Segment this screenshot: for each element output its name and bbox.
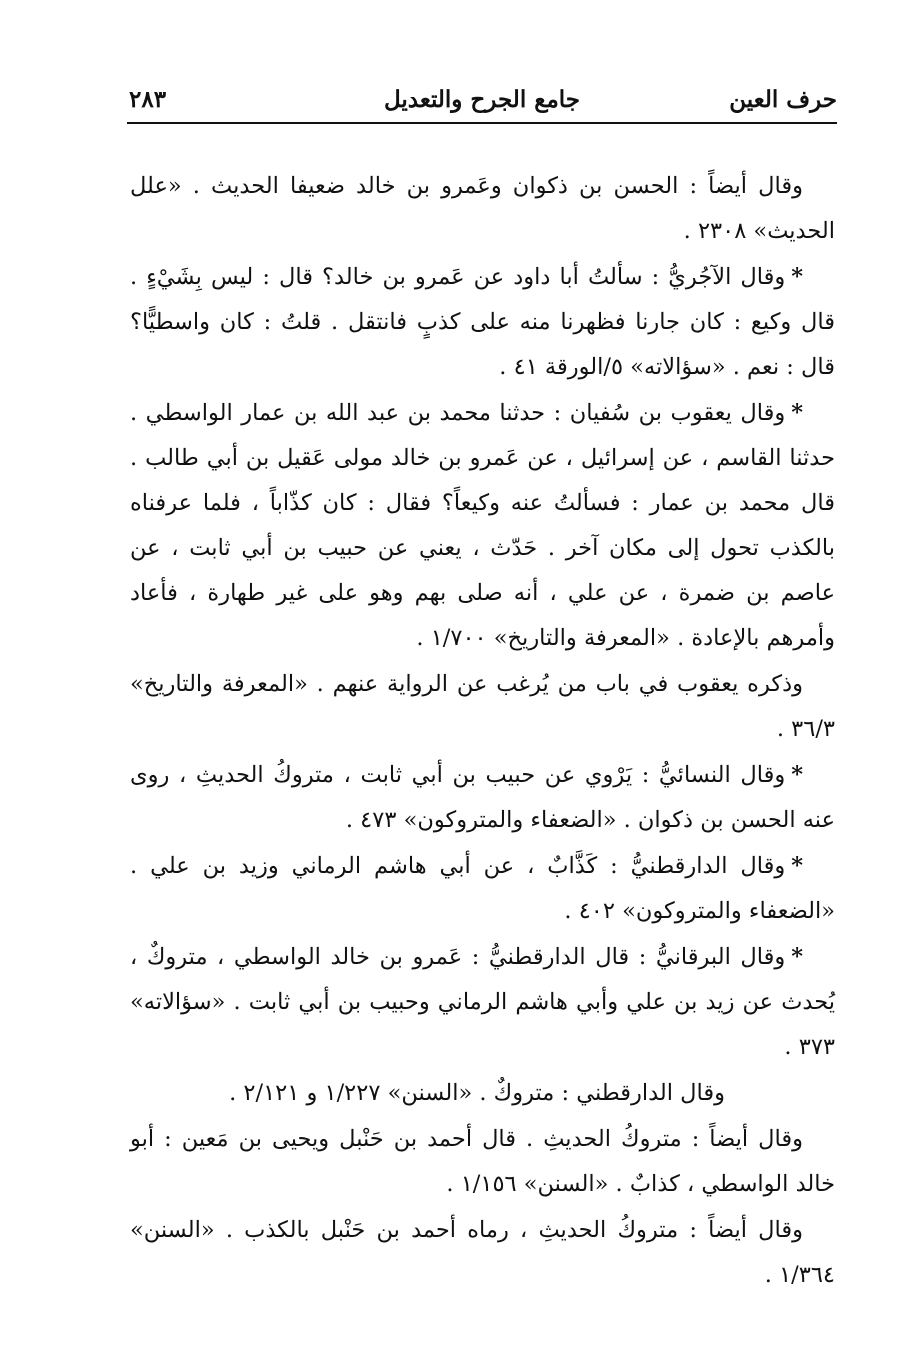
paragraph-text: وقال النسائيُّ : يَرْوي عن حبيب بن أبي ثابت ، متروكُ الحديثِ ، روى عنه الحسن بن ذكوان . «الضعفاء والمتروكون» ٤٧٣ . [130,762,835,833]
page-number: ٢٨٣ [129,86,167,113]
entry-marker: * [791,264,803,290]
page-header [127,82,837,124]
entry-marker: * [791,944,803,970]
chapter-title: حرف العين [729,86,837,113]
paragraph [130,1071,835,1116]
paragraph-text: وقال البرقانيُّ : قال الدارقطنيُّ : عَمرو بن خالد الواسطي ، متروكٌ ، يُحدث عن زيد بن علي وأبي هاشم الرماني وحبيب بن أبي ثابت . «سؤالاته» ٣٧٣ . [130,944,835,1060]
paragraph-text: وقال أيضاً : الحسن بن ذكوان وعَمرو بن خالد ضعيفا الحديث . «علل الحديث» ٢٣٠٨ . [130,173,835,244]
main-text [130,164,835,1299]
paragraph-text: وقال يعقوب بن سُفيان : حدثنا محمد بن عبد الله بن عمار الواسطي . حدثنا القاسم ، عن إسرائيل ، عن عَمرو بن خالد مولى عَقيل بن أبي طالب . قال محمد بن عمار : فسألتُ عنه وكيعاً؟ فقال : كان كذّاباً ، فلما عرفناه بالكذب تحول إلى مكان آخر . حَدّث ، يعني عن حبيب بن أبي ثابت ، عن عاصم بن ضمرة ، عن علي ، أنه صلى بهم وهو على غير طهارة ، فأعاد وأمرهم بالإعادة . «المعرفة والتاريخ» ١/٧٠٠ . [130,400,835,651]
entry-marker: * [791,400,803,426]
paragraph-text: وقال أيضاً : متروكُ الحديثِ . قال أحمد بن حَنْبل ويحيى بن مَعين : أبو خالد الواسطي ، كذابٌ . «السنن» ١/١٥٦ . [130,1126,835,1197]
paragraph-text: وقال الآجُريُّ : سألتُ أبا داود عن عَمرو بن خالد؟ قال : ليس بِشَيْءٍ . قال وكيع : كان جارنا فظهرنا منه على كذبٍ فانتقل . قلتُ : كان واسطيًّا؟ قال : نعم . «سؤالاته» ٥/الورقة ٤١ . [130,264,835,380]
paragraph [130,391,835,661]
paragraph [130,753,835,843]
paragraph [130,164,835,254]
book-title: جامع الجرح والتعديل [383,86,581,113]
paragraph [130,1208,835,1298]
entry-marker: * [791,853,803,879]
paragraph-text: وقال الدارقطنيُّ : كَذَّابٌ ، عن أبي هاشم الرماني وزيد بن علي . «الضعفاء والمتروكون» ٤٠٢ . [130,853,835,924]
paragraph [130,662,835,752]
paragraph-text: وقال الدارقطني : متروكٌ . «السنن» ١/٢٢٧ و ٢/١٢١ . [229,1080,725,1106]
paragraph [130,844,835,934]
entry-marker: * [791,762,804,788]
paragraph-text: وقال أيضاً : متروكُ الحديثِ ، رماه أحمد بن حَنْبل بالكذب . «السنن» ١/٣٦٤ . [130,1217,835,1288]
paragraph [130,935,835,1070]
paragraph [130,1117,835,1207]
paragraph-text: وذكره يعقوب في باب من يُرغب عن الرواية عنهم . «المعرفة والتاريخ» ٣٦/٣ . [130,671,835,742]
paragraph [130,255,835,390]
